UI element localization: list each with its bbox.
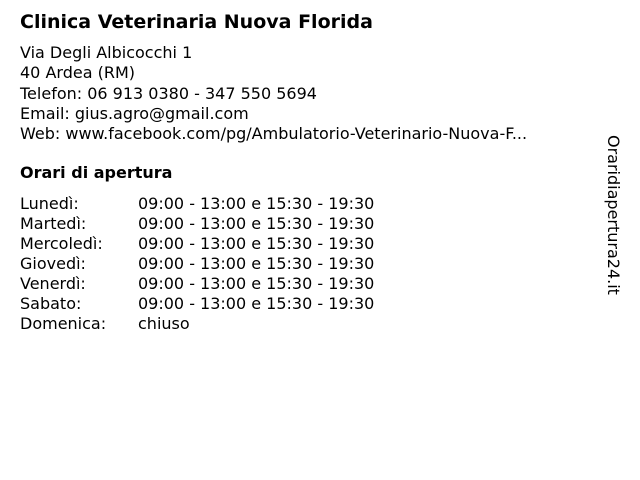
- time-value: chiuso: [138, 314, 190, 333]
- time-value: 09:00 - 13:00 e 15:30 - 19:30: [138, 294, 375, 313]
- day-label: Domenica:: [20, 314, 107, 333]
- email-line: Email: gius.agro@gmail.com: [20, 103, 249, 123]
- contact-info: [20, 43, 600, 144]
- day-label: Martedì:: [20, 214, 87, 233]
- site-brand-vertical: [604, 135, 635, 313]
- hours-heading: Orari di apertura: [20, 163, 173, 182]
- hours-row-thursday: [20, 254, 440, 274]
- time-value: 09:00 - 13:00 e 15:30 - 19:30: [138, 274, 375, 293]
- web-line: Web: www.facebook.com/pg/Ambulatorio-Veterinario-Nuova-F...: [20, 124, 528, 144]
- day-label: Sabato:: [20, 294, 82, 313]
- hours-row-tuesday: [20, 214, 440, 234]
- hours-row-friday: [20, 274, 440, 294]
- hours-row-monday: [20, 194, 440, 214]
- day-label: Giovedì:: [20, 254, 86, 273]
- address-line: Via Degli Albicocchi 1: [20, 43, 193, 62]
- day-label: Lunedì:: [20, 194, 79, 213]
- opening-hours-table: [20, 194, 440, 334]
- business-name: Clinica Veterinaria Nuova Florida: [20, 11, 373, 33]
- hours-row-sunday: [20, 314, 440, 334]
- time-value: 09:00 - 13:00 e 15:30 - 19:30: [138, 194, 375, 213]
- city-line: 40 Ardea (RM): [20, 63, 135, 83]
- day-label: Mercoledì:: [20, 234, 103, 253]
- time-value: 09:00 - 13:00 e 15:30 - 19:30: [138, 254, 375, 273]
- time-value: 09:00 - 13:00 e 15:30 - 19:30: [138, 214, 375, 233]
- site-brand-text: Oraridiapertura24.it: [604, 135, 623, 295]
- hours-row-wednesday: [20, 234, 440, 254]
- day-label: Venerdì:: [20, 274, 86, 293]
- time-value: 09:00 - 13:00 e 15:30 - 19:30: [138, 234, 375, 253]
- hours-row-saturday: [20, 294, 440, 314]
- phone-line: Telefon: 06 913 0380 - 347 550 5694: [20, 83, 317, 103]
